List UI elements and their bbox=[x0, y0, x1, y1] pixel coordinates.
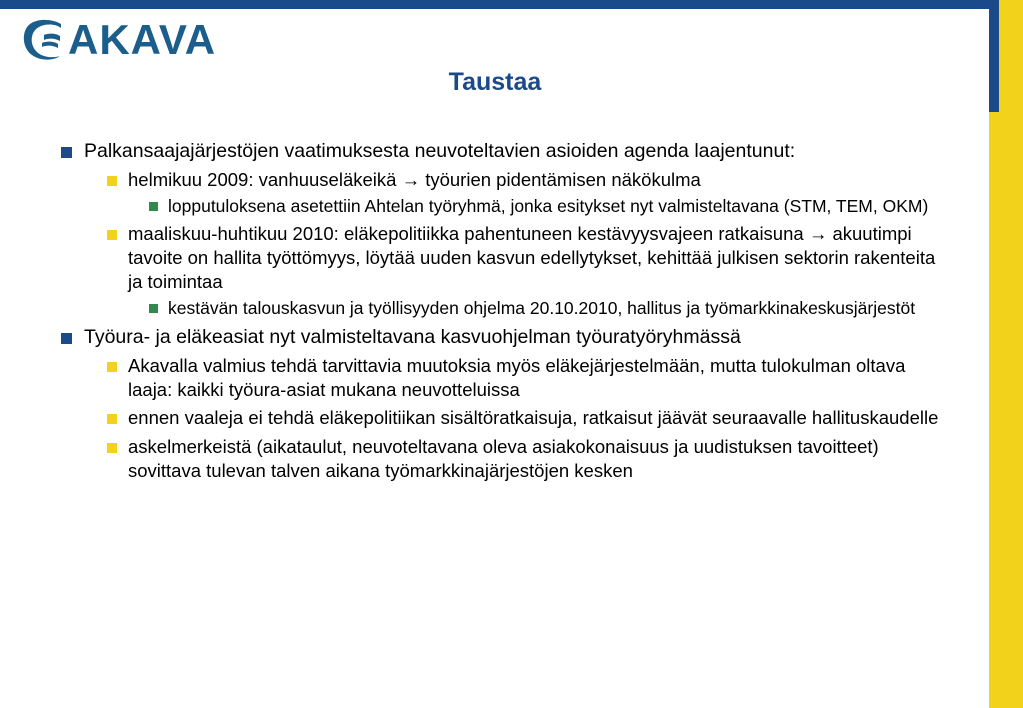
list-item bbox=[52, 195, 952, 218]
list-item bbox=[52, 406, 952, 430]
right-yellow-inner-bar bbox=[989, 112, 999, 708]
list-item-text: askelmerkeistä (aikataulut, neuvoteltavana oleva asiakokonaisuus ja uudistuksen tavoitteet) sovittava tulevan talven aikana työmarkkinajärjestöjen kesken bbox=[128, 435, 879, 481]
akava-logo bbox=[20, 16, 216, 64]
list-item bbox=[52, 325, 952, 350]
list-item bbox=[52, 168, 952, 192]
list-item-text: Työura- ja eläkeasiat nyt valmisteltavana kasvuohjelman työuratyöryhmässä bbox=[84, 326, 741, 349]
bullet-marker-level1 bbox=[61, 147, 72, 158]
bullet-marker-level1 bbox=[61, 333, 72, 344]
list-item bbox=[52, 354, 952, 402]
slide-body bbox=[52, 134, 952, 485]
bullet-marker-level3 bbox=[149, 202, 158, 211]
akava-swirl-icon bbox=[20, 18, 66, 62]
bullet-marker-level2 bbox=[107, 443, 117, 453]
bullet-marker-level3 bbox=[149, 304, 158, 313]
list-item bbox=[52, 297, 952, 320]
akava-logo-text: AKAVA bbox=[68, 16, 217, 63]
bullet-marker-level2 bbox=[107, 176, 117, 186]
list-item-text: kestävän talouskasvun ja työllisyyden ohjelma 20.10.2010, hallitus ja työmarkkinakeskusjärjestöt bbox=[168, 298, 916, 319]
list-item bbox=[52, 435, 952, 483]
list-item bbox=[52, 139, 952, 164]
list-item-text: ennen vaaleja ei tehdä eläkepolitiikan sisältöratkaisuja, ratkaisut jäävät seuraavalle hallituskaudelle bbox=[128, 407, 939, 429]
right-yellow-bar bbox=[999, 0, 1023, 708]
list-item-text: maaliskuu-huhtikuu 2010: eläkepolitiikka pahentuneen kestävyysvajeen ratkaisuna → akuutimpi tavoite on hallita työttömyys, löytää uuden kasvun edellytykset, kehittää julkisen sektorin rakenteita ja toimintaa bbox=[128, 223, 936, 293]
list-item bbox=[52, 222, 952, 294]
bullet-marker-level2 bbox=[107, 230, 117, 240]
list-item-text: lopputuloksena asetettiin Ahtelan työryhmä, jonka esitykset nyt valmisteltavana (STM, TEM, OKM) bbox=[168, 196, 929, 217]
top-accent-bar bbox=[0, 0, 1023, 9]
page-title: Taustaa bbox=[448, 68, 542, 96]
list-item-text: Akavalla valmius tehdä tarvittavia muutoksia myös eläkejärjestelmään, mutta tulokulman oltava laaja: kaikki työura-asiat mukana neuvotteluissa bbox=[128, 355, 906, 401]
bullet-marker-level2 bbox=[107, 362, 117, 372]
bullet-marker-level2 bbox=[107, 414, 117, 424]
list-item-text: helmikuu 2009: vanhuuseläkeikä → työurien pidentämisen näkökulma bbox=[128, 169, 701, 191]
list-item-text: Palkansaajajärjestöjen vaatimuksesta neuvoteltavien asioiden agenda laajentunut: bbox=[84, 140, 796, 162]
